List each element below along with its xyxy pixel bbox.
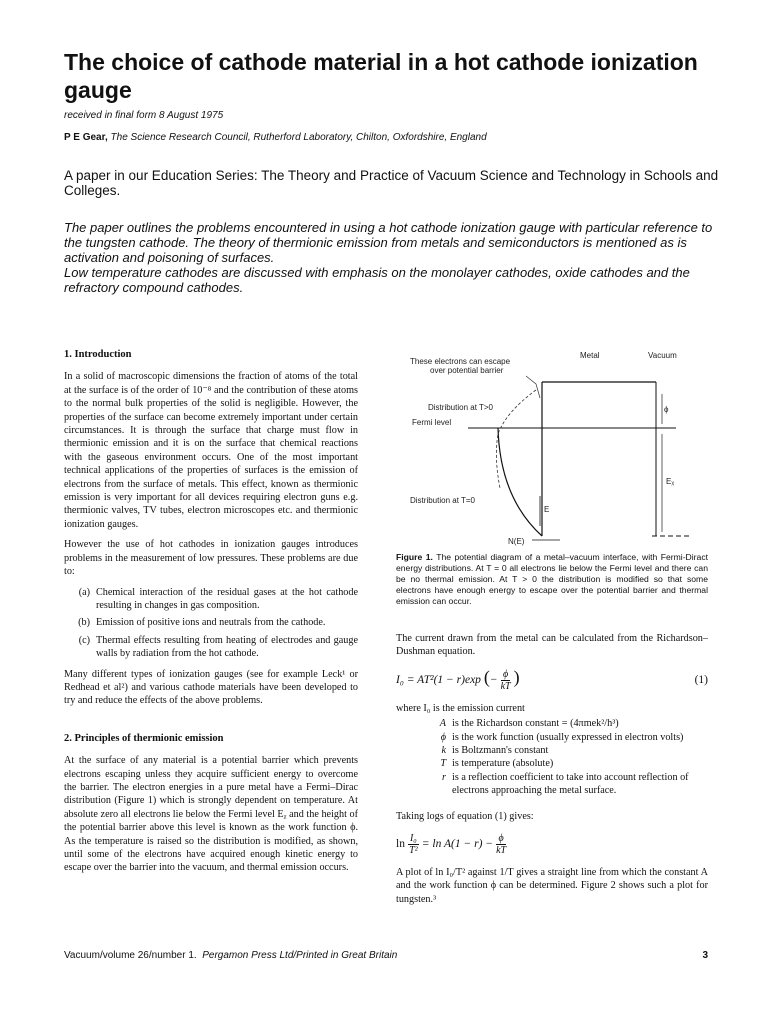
escape-pointer-line <box>526 376 540 398</box>
page-title: The choice of cathode material in a hot cathode ionization gauge <box>64 49 698 103</box>
where-definition: is the work function (usually expressed in electron volts) <box>452 731 684 743</box>
where-symbol: A <box>439 718 446 730</box>
distribution-t-curve <box>496 390 536 488</box>
figure-label-dist-0: Distribution at T=0 <box>410 496 475 505</box>
received-date: received in final form 8 August 1975 <box>64 110 224 121</box>
figure-1-caption <box>396 552 708 607</box>
equation-2-numerator-b: ϕ <box>498 833 504 845</box>
figure-label-metal: Metal <box>580 351 600 360</box>
equation-1-denominator: kT <box>500 680 511 692</box>
abstract <box>64 220 724 295</box>
potential-diagram-svg <box>396 348 712 548</box>
equation-2-middle: = ln A(1 − r) − <box>421 837 494 850</box>
equation-1-fraction <box>501 669 511 692</box>
where-row <box>396 757 708 770</box>
distribution-zero-curve <box>498 428 542 536</box>
equation-1-numerator: ϕ <box>502 668 509 680</box>
figure-label-ne: N(E) <box>508 537 525 546</box>
footer-publisher: Pergamon Press Ltd/Printed in Great Britain <box>202 950 398 961</box>
equation-1-number: (1) <box>694 673 708 686</box>
section-1-paragraph-2: However the use of hot cathodes in ionization gauges introduces problems in the measurement of low pressures. These problems are due to: <box>64 539 358 578</box>
page-footer <box>64 950 708 961</box>
equation-2-numerator-a: I₀ <box>409 833 417 845</box>
list-item-text: Thermal effects resulting from heating of electrodes and gauge walls by radiation from the hot cathode. <box>96 634 358 660</box>
list-item <box>64 616 358 629</box>
where-definition: is Boltzmann's constant <box>452 745 549 757</box>
where-row <box>396 771 708 798</box>
where-symbol: k <box>441 745 446 757</box>
list-item-label: (b) <box>78 617 90 629</box>
list-item-text: Emission of positive ions and neutrals from the cathode. <box>96 617 326 629</box>
figure-label-ef: Eᵪ <box>666 477 675 486</box>
where-row <box>396 731 708 744</box>
list-item-label: (c) <box>78 634 90 646</box>
section-1-paragraph-3: Many different types of ionization gauges (see for example Leck¹ or Redhead et al²) and various cathode materials have been developed to try and reduce the effects of the above problems. <box>64 668 358 707</box>
author-affiliation: The Science Research Council, Rutherford Laboratory, Chilton, Oxfordshire, England <box>110 132 487 143</box>
equation-1 <box>396 666 708 692</box>
figure-label-escape-2: over potential barrier <box>430 366 504 375</box>
list-item <box>64 586 358 613</box>
right-paragraph-1: The current drawn from the metal can be calculated from the Richardson–Dushman equation. <box>396 633 708 658</box>
equation-2 <box>396 833 708 856</box>
equation-1-body: I₀ = AT²(1 − r)exp (− $\frac{\phi}{kT}$ ) <box>396 666 520 692</box>
where-row <box>396 744 708 757</box>
section-2-heading: 2. Principles of thermionic emission <box>64 732 224 744</box>
where-symbol: T <box>440 758 446 770</box>
where-definition: is temperature (absolute) <box>452 758 554 770</box>
equation-2-denominator-b: kT <box>496 845 507 857</box>
equation-2-fraction-b <box>496 833 506 856</box>
figure-label-phi: ϕ <box>664 405 669 414</box>
equation-2-denominator-a: T² <box>409 845 418 857</box>
equation-1-lhs: I₀ = AT²(1 − r)exp <box>396 673 481 686</box>
where-definition: is a reflection coefficient to take into account reflection of electrons approaching the metal surface. <box>452 771 689 797</box>
figure-label-fermi: Fermi level <box>412 418 452 427</box>
abstract-paragraph-1: The paper outlines the problems encountered in using a hot cathode ionization gauge with particular reference to the tungsten cathode. The theory of thermionic emission from metals and semiconductors is mentioned as is activation and poisoning of surfaces. <box>64 220 713 265</box>
where-definition: is the Richardson constant = (4πmek²/h³) <box>452 718 619 730</box>
where-symbol: r <box>442 771 446 783</box>
figure-label-escape: These electrons can escape <box>410 357 511 366</box>
right-paragraph-3: A plot of ln I₀/T² against 1/T gives a straight line from which the constant A and the work function ϕ can be determined. Figure 2 shows such a plot for tungsten.³ <box>396 867 708 905</box>
list-item-text: Chemical interaction of the residual gases at the hot cathode resulting in changes in gas composition. <box>96 586 358 611</box>
series-note: A paper in our Education Series: The Theory and Practice of Vacuum Science and Technology in Schools and Colleges. <box>64 168 719 198</box>
figure-label-vacuum: Vacuum <box>648 351 677 360</box>
section-1-paragraph-1: In a solid of macroscopic dimensions the fraction of atoms of the total at the surface is of the order of 10⁻⁸ and the contribution of these atoms to the normal bulk properties of the solid is negligible. However, the properties of the surface can become extremely important under certain circumstances. It is through the surface that charge must flow in thermionic emission and it is on the surface that chemical reactions with the gaseous environment occurs. One of the most important technical applications of the properties of surfaces is the emission of electrons from the surface of metals. This effect, known as thermionic emission is very important for all devices requiring electron guns e.g. thermionic valves, TV tubes, electron microscopes etc. and thermionic ionization gauges. <box>64 371 358 530</box>
where-symbol: ϕ <box>440 731 446 743</box>
right-column <box>396 632 708 913</box>
caption-lead: Figure 1. <box>396 552 433 562</box>
footer-journal: Vacuum/volume 26/number 1. <box>64 950 197 961</box>
caption-text: The potential diagram of a metal–vacuum interface, with Fermi-Diract energy distributions. At T = 0 all electrons lie below the Fermi level and there can be no thermal emission. At T > 0 the distribution is modified so that some electrons have enough energy to escape over the potential barrier and thermal emission can occur. <box>396 552 709 606</box>
figure-label-dist-t: Distribution at T>0 <box>428 403 493 412</box>
page-number: 3 <box>702 950 708 961</box>
where-intro: where I₀ is the emission current <box>396 702 525 714</box>
figure-label-e: E <box>544 505 550 514</box>
left-column <box>64 348 358 882</box>
footer-citation <box>64 950 397 961</box>
section-1-heading: 1. Introduction <box>64 349 132 360</box>
list-item <box>64 634 358 661</box>
list-item-label: (a) <box>78 586 90 598</box>
where-row <box>396 717 708 730</box>
figure-1-diagram <box>396 348 712 548</box>
equation-2-fraction-a <box>408 833 419 856</box>
author-name: P E Gear, <box>64 132 108 143</box>
right-paragraph-2: Taking logs of equation (1) gives: <box>396 810 534 822</box>
equation-2-ln: ln <box>396 837 405 850</box>
abstract-paragraph-2: Low temperature cathodes are discussed with emphasis on the monolayer cathodes, oxide cathodes and the refractory compound cathodes. <box>64 265 690 295</box>
section-2-paragraph-1: At the surface of any material is a potential barrier which prevents electrons escaping unless they acquire sufficient energy to overcome the barrier. The electron energies in a pure metal have a Fermi–Dirac distribution (Figure 1) which is strongly dependent on temperature. At absolute zero all electrons lie below the Fermi level Eᵪ and the height of the potential barrier above this level is known as the work function ϕ. As the temperature is raised so the distribution is modified, as shown, until some of the electrons have acquired enough kinetic energy to escape over the barrier into the vacuum, and thermal emission occurs. <box>64 755 358 874</box>
author-line <box>64 132 487 143</box>
